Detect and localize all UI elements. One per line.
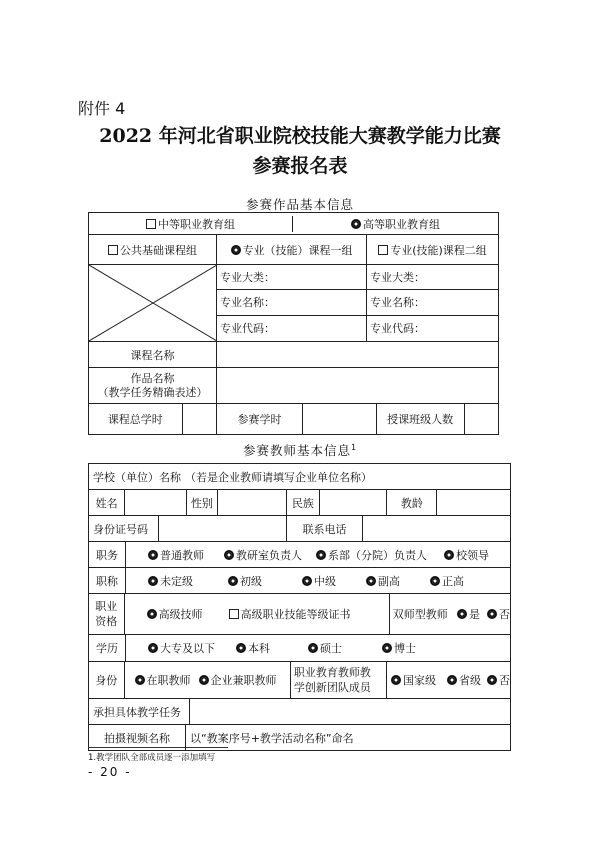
team-option-none[interactable]: 否	[487, 672, 510, 688]
team-option-provincial[interactable]: 省级	[447, 672, 487, 688]
checkbox-icon[interactable]	[146, 219, 156, 229]
group-secondary-option[interactable]: 中等职业教育组	[89, 216, 292, 232]
crossed-empty-cell	[89, 265, 217, 342]
radio-icon[interactable]	[148, 643, 158, 653]
position-option-teacher[interactable]: 普通教师	[148, 547, 224, 563]
radio-icon[interactable]	[366, 576, 376, 586]
education-option-college[interactable]: 大专及以下	[148, 640, 236, 656]
gender-field[interactable]	[217, 490, 287, 515]
radio-icon[interactable]	[147, 609, 157, 619]
qualification-senior-tech[interactable]: 高级技师	[147, 606, 229, 622]
total-hours-label: 课程总学时	[107, 413, 163, 426]
radio-selected-icon[interactable]	[231, 245, 241, 255]
school-note: （若是企业教师请填写企业单位名称）	[185, 470, 372, 484]
ethnicity-label: 民族	[286, 490, 318, 515]
contest-hours-field[interactable]	[302, 404, 376, 434]
phone-field[interactable]	[362, 516, 510, 541]
track-professional-1-option[interactable]: 专业（技能）课程一组	[217, 235, 367, 265]
track-public-option[interactable]: 公共基础课程组	[89, 235, 217, 265]
cross-lines-icon	[89, 265, 217, 341]
education-option-bachelor[interactable]: 本科	[236, 640, 308, 656]
document-subtitle: 参赛报名表	[252, 155, 348, 177]
radio-icon[interactable]	[308, 643, 318, 653]
teacher-info-table	[88, 463, 511, 751]
right-major-category[interactable]: 专业大类：	[367, 265, 499, 290]
dual-teacher-yes[interactable]: 是	[457, 606, 487, 622]
position-label: 职务	[96, 548, 118, 562]
radio-icon[interactable]	[302, 576, 312, 586]
radio-icon[interactable]	[391, 675, 401, 685]
identity-option-enterprise[interactable]: 企业兼职教师	[199, 672, 277, 688]
radio-icon[interactable]	[487, 675, 497, 685]
radio-icon[interactable]	[430, 576, 440, 586]
teaching-age-label: 教龄	[386, 490, 436, 515]
radio-icon[interactable]	[457, 609, 467, 619]
ethnicity-field[interactable]	[319, 490, 387, 515]
video-name-field[interactable]: 以“教案序号+教学活动名称”命名	[185, 725, 510, 750]
attachment-label: 附件 4	[78, 99, 126, 118]
radio-icon[interactable]	[199, 675, 209, 685]
position-option-office-head[interactable]: 教研室负责人	[224, 547, 316, 563]
education-option-doctor[interactable]: 博士	[382, 640, 416, 656]
work-section-title: 参赛作品基本信息	[245, 197, 354, 212]
position-option-leader[interactable]: 校领导	[444, 547, 489, 563]
radio-icon[interactable]	[148, 550, 158, 560]
radio-icon[interactable]	[316, 550, 326, 560]
team-option-national[interactable]: 国家级	[391, 672, 447, 688]
mid-major-name[interactable]: 专业名称：	[217, 290, 367, 315]
course-name-field[interactable]	[217, 342, 499, 368]
gender-label: 性别	[186, 490, 216, 515]
dual-teacher-no[interactable]: 否	[487, 606, 510, 622]
work-name-field[interactable]	[217, 368, 499, 404]
checkbox-icon[interactable]	[229, 609, 239, 619]
id-number-field[interactable]	[158, 516, 287, 541]
radio-icon[interactable]	[444, 550, 454, 560]
class-count-field[interactable]	[464, 404, 499, 434]
right-major-code[interactable]: 专业代码：	[367, 315, 499, 341]
education-label: 学历	[96, 642, 118, 655]
school-label: 学校（单位）名称	[93, 470, 181, 484]
radio-selected-icon[interactable]	[351, 219, 361, 229]
radio-icon[interactable]	[228, 576, 238, 586]
footnote-divider	[88, 747, 228, 748]
qualification-label: 职业 资格	[95, 600, 118, 628]
right-major-name[interactable]: 专业名称：	[367, 290, 499, 315]
page-number: - 20 -	[88, 765, 132, 779]
radio-icon[interactable]	[148, 576, 158, 586]
name-field[interactable]	[124, 490, 186, 515]
radio-icon[interactable]	[447, 675, 457, 685]
checkbox-icon[interactable]	[378, 245, 388, 255]
class-count-label: 授课班级人数	[376, 404, 464, 434]
rank-label: 职称	[96, 574, 118, 588]
dual-teacher-label: 双师型教师	[389, 594, 451, 634]
footnote: 1.教学团队全部成员逐一添加填写	[88, 753, 216, 763]
radio-icon[interactable]	[487, 609, 497, 619]
identity-option-staff[interactable]: 在职教师	[135, 672, 199, 688]
document-title: 2022 年河北省职业院校技能大赛教学能力比赛	[99, 125, 501, 147]
mid-major-category[interactable]: 专业大类：	[217, 265, 367, 290]
course-name-label: 课程名称	[89, 342, 217, 368]
innovation-team-label: 职业教育教师教 学创新团队成员	[290, 662, 386, 698]
group-higher-option[interactable]: 高等职业教育组	[292, 216, 498, 232]
work-info-table	[88, 212, 499, 435]
teacher-section-title: 参赛教师基本信息$^1$	[242, 442, 358, 458]
name-label: 姓名	[95, 496, 118, 510]
phone-label: 联系电话	[286, 516, 362, 541]
track-professional-2-option[interactable]: 专业(技能)课程二组	[367, 235, 499, 265]
radio-icon[interactable]	[236, 643, 246, 653]
teaching-task-field[interactable]	[189, 699, 510, 724]
position-option-dept-head[interactable]: 系部（分院）负责人	[316, 547, 444, 563]
rank-option-intermediate[interactable]: 中级	[302, 573, 366, 589]
work-name-label: 作品名称 （教学任务精确表述）	[89, 368, 217, 404]
rank-option-junior[interactable]: 初级	[228, 573, 302, 589]
radio-icon[interactable]	[382, 643, 392, 653]
rank-option-unrated[interactable]: 未定级	[148, 573, 228, 589]
rank-option-senior[interactable]: 正高	[430, 573, 464, 589]
rank-option-associate[interactable]: 副高	[366, 573, 430, 589]
qualification-cert[interactable]: 高级职业技能等级证书	[229, 606, 351, 622]
total-hours-field[interactable]	[182, 404, 217, 434]
radio-icon[interactable]	[224, 550, 234, 560]
video-name-label: 拍摄视频名称	[104, 731, 170, 745]
radio-icon[interactable]	[135, 675, 145, 685]
mid-major-code[interactable]: 专业代码：	[217, 315, 367, 341]
teaching-task-label: 承担具体教学任务	[93, 705, 181, 719]
education-option-master[interactable]: 硕士	[308, 640, 382, 656]
checkbox-icon[interactable]	[108, 245, 118, 255]
identity-label: 身份	[95, 674, 118, 687]
contest-hours-label: 参赛学时	[216, 404, 302, 434]
teaching-age-field[interactable]	[436, 490, 510, 515]
id-number-label: 身份证号码	[93, 522, 148, 536]
